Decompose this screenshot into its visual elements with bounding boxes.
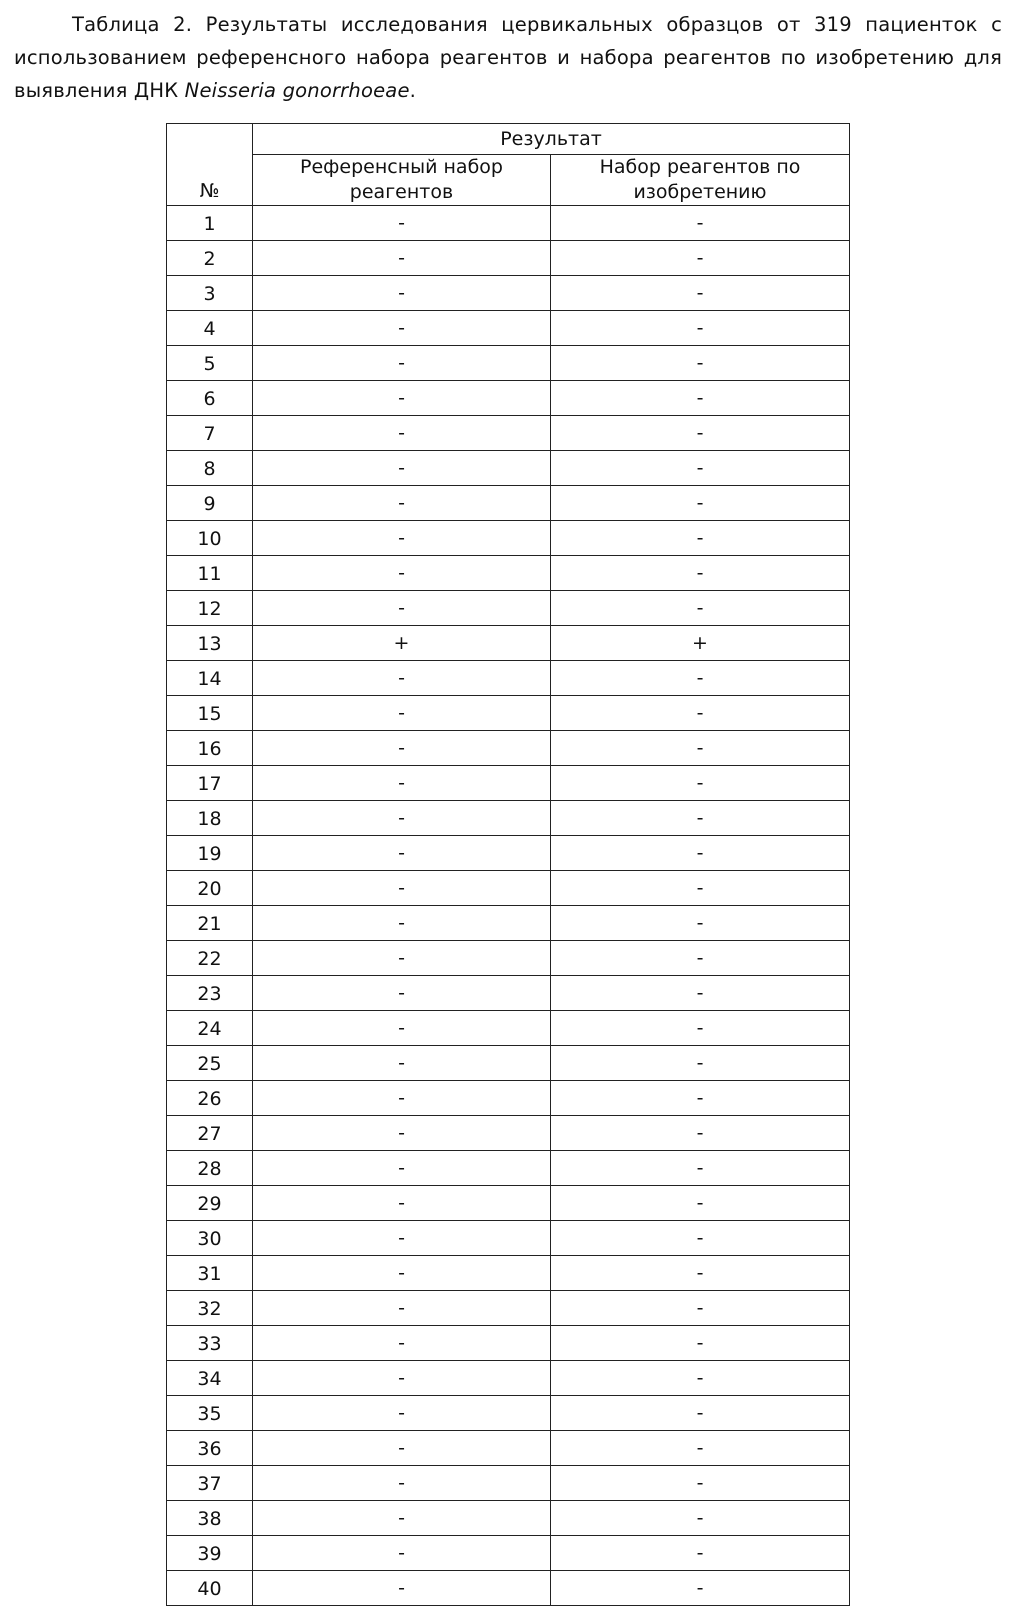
invention-result: - (551, 941, 850, 976)
invention-result: - (551, 1431, 850, 1466)
invention-result: - (551, 1151, 850, 1186)
reference-result: - (253, 731, 551, 766)
reference-result: - (253, 1501, 551, 1536)
header-row-columns (167, 155, 850, 206)
invention-result: - (551, 1466, 850, 1501)
row-number: 36 (167, 1431, 253, 1466)
invention-result: - (551, 766, 850, 801)
table-body (167, 206, 850, 1606)
invention-result: - (551, 591, 850, 626)
row-number: 30 (167, 1221, 253, 1256)
invention-result: - (551, 1256, 850, 1291)
table-row (167, 731, 850, 766)
invention-result: - (551, 1326, 850, 1361)
reference-result: - (253, 451, 551, 486)
reference-result: - (253, 1221, 551, 1256)
row-number: 3 (167, 276, 253, 311)
table-row (167, 941, 850, 976)
row-number: 29 (167, 1186, 253, 1221)
table-row (167, 521, 850, 556)
invention-result: - (551, 801, 850, 836)
reference-result: - (253, 1396, 551, 1431)
table-row (167, 451, 850, 486)
row-number: 11 (167, 556, 253, 591)
invention-result: - (551, 696, 850, 731)
invention-result: - (551, 976, 850, 1011)
row-number: 32 (167, 1291, 253, 1326)
row-number: 19 (167, 836, 253, 871)
caption-end: . (410, 79, 416, 102)
row-number: 38 (167, 1501, 253, 1536)
row-number: 23 (167, 976, 253, 1011)
invention-result: - (551, 451, 850, 486)
invention-result: - (551, 1221, 850, 1256)
invention-result: - (551, 311, 850, 346)
table-row (167, 1081, 850, 1116)
table-row (167, 626, 850, 661)
invention-result: - (551, 871, 850, 906)
table-row (167, 1256, 850, 1291)
reference-result: - (253, 276, 551, 311)
table-row (167, 1361, 850, 1396)
row-number: 17 (167, 766, 253, 801)
reference-result: - (253, 1116, 551, 1151)
reference-result: - (253, 521, 551, 556)
reference-result: - (253, 661, 551, 696)
row-number: 5 (167, 346, 253, 381)
row-number: 13 (167, 626, 253, 661)
reference-result: - (253, 696, 551, 731)
table-row (167, 486, 850, 521)
reference-result: - (253, 1466, 551, 1501)
table-row (167, 1046, 850, 1081)
invention-result: - (551, 1536, 850, 1571)
table-row (167, 556, 850, 591)
row-number: 8 (167, 451, 253, 486)
row-number: 1 (167, 206, 253, 241)
reference-result: - (253, 1326, 551, 1361)
invention-result: - (551, 1081, 850, 1116)
reference-result: - (253, 206, 551, 241)
table-row (167, 836, 850, 871)
row-number: 2 (167, 241, 253, 276)
table-row (167, 346, 850, 381)
reference-result: - (253, 591, 551, 626)
table-row (167, 206, 850, 241)
reference-result: - (253, 871, 551, 906)
reference-result: - (253, 556, 551, 591)
table-row (167, 381, 850, 416)
invention-result: - (551, 1396, 850, 1431)
reference-result: - (253, 1011, 551, 1046)
row-number: 26 (167, 1081, 253, 1116)
invention-result: + (551, 626, 850, 661)
invention-result: - (551, 346, 850, 381)
invention-result: - (551, 1571, 850, 1606)
reference-result: - (253, 906, 551, 941)
reference-result: - (253, 241, 551, 276)
table-row (167, 1011, 850, 1046)
row-number: 22 (167, 941, 253, 976)
invention-result: - (551, 731, 850, 766)
invention-result: - (551, 276, 850, 311)
table-row (167, 871, 850, 906)
row-number: 37 (167, 1466, 253, 1501)
invention-result: - (551, 521, 850, 556)
invention-result: - (551, 416, 850, 451)
caption-species: Neisseria gonorrhoeae (185, 79, 410, 102)
reference-result: - (253, 381, 551, 416)
row-number: 35 (167, 1396, 253, 1431)
reference-result: - (253, 1291, 551, 1326)
row-number: 10 (167, 521, 253, 556)
reference-result: - (253, 1186, 551, 1221)
row-number: 31 (167, 1256, 253, 1291)
invention-result: - (551, 1011, 850, 1046)
table-row (167, 1151, 850, 1186)
row-number: 14 (167, 661, 253, 696)
reference-result: - (253, 1151, 551, 1186)
reference-result: - (253, 486, 551, 521)
reference-result: - (253, 1536, 551, 1571)
row-number: 20 (167, 871, 253, 906)
row-number: 21 (167, 906, 253, 941)
table-row (167, 906, 850, 941)
row-number: 12 (167, 591, 253, 626)
invention-kit-header: Набор реагентов по изобретению (551, 155, 850, 206)
table-row (167, 696, 850, 731)
number-column-header: № (167, 124, 253, 206)
reference-result: - (253, 1431, 551, 1466)
reference-result: - (253, 941, 551, 976)
table-caption (14, 8, 1002, 107)
table-row (167, 1501, 850, 1536)
table-row (167, 766, 850, 801)
table-row (167, 976, 850, 1011)
invention-result: - (551, 1186, 850, 1221)
table-row (167, 1466, 850, 1501)
invention-result: - (551, 381, 850, 416)
table-row (167, 1396, 850, 1431)
row-number: 9 (167, 486, 253, 521)
row-number: 40 (167, 1571, 253, 1606)
reference-kit-header: Референсный набор реагентов (253, 155, 551, 206)
invention-result: - (551, 1046, 850, 1081)
invention-result: - (551, 836, 850, 871)
row-number: 6 (167, 381, 253, 416)
invention-result: - (551, 556, 850, 591)
table-row (167, 1186, 850, 1221)
row-number: 24 (167, 1011, 253, 1046)
reference-result: + (253, 626, 551, 661)
reference-result: - (253, 416, 551, 451)
reference-result: - (253, 801, 551, 836)
table-row (167, 1326, 850, 1361)
row-number: 28 (167, 1151, 253, 1186)
caption-text: Таблица 2. Результаты исследования цервикальных образцов от 319 пациенток с использованием референсного набора реагентов и набора реагентов по изобретению для выявления ДНК (14, 13, 1002, 102)
reference-result: - (253, 1361, 551, 1396)
row-number: 33 (167, 1326, 253, 1361)
table-row (167, 1116, 850, 1151)
reference-result: - (253, 1571, 551, 1606)
results-table (166, 123, 850, 1606)
row-number: 7 (167, 416, 253, 451)
table-row (167, 241, 850, 276)
reference-result: - (253, 976, 551, 1011)
row-number: 25 (167, 1046, 253, 1081)
reference-result: - (253, 1046, 551, 1081)
invention-result: - (551, 1291, 850, 1326)
row-number: 16 (167, 731, 253, 766)
table-row (167, 311, 850, 346)
reference-result: - (253, 346, 551, 381)
reference-result: - (253, 311, 551, 346)
table-row (167, 661, 850, 696)
table-row (167, 276, 850, 311)
table-row (167, 1431, 850, 1466)
row-number: 34 (167, 1361, 253, 1396)
invention-result: - (551, 486, 850, 521)
result-group-header: Результат (253, 124, 850, 155)
row-number: 15 (167, 696, 253, 731)
table-header (167, 124, 850, 206)
invention-result: - (551, 906, 850, 941)
table-row (167, 801, 850, 836)
table-row (167, 1221, 850, 1256)
table-row (167, 1536, 850, 1571)
row-number: 18 (167, 801, 253, 836)
reference-result: - (253, 836, 551, 871)
invention-result: - (551, 206, 850, 241)
invention-result: - (551, 661, 850, 696)
invention-result: - (551, 1116, 850, 1151)
invention-result: - (551, 1361, 850, 1396)
row-number: 27 (167, 1116, 253, 1151)
row-number: 39 (167, 1536, 253, 1571)
header-row-group (167, 124, 850, 155)
table-row (167, 591, 850, 626)
invention-result: - (551, 241, 850, 276)
table-row (167, 1571, 850, 1606)
row-number: 4 (167, 311, 253, 346)
table-row (167, 1291, 850, 1326)
reference-result: - (253, 1256, 551, 1291)
reference-result: - (253, 1081, 551, 1116)
invention-result: - (551, 1501, 850, 1536)
reference-result: - (253, 766, 551, 801)
table-row (167, 416, 850, 451)
